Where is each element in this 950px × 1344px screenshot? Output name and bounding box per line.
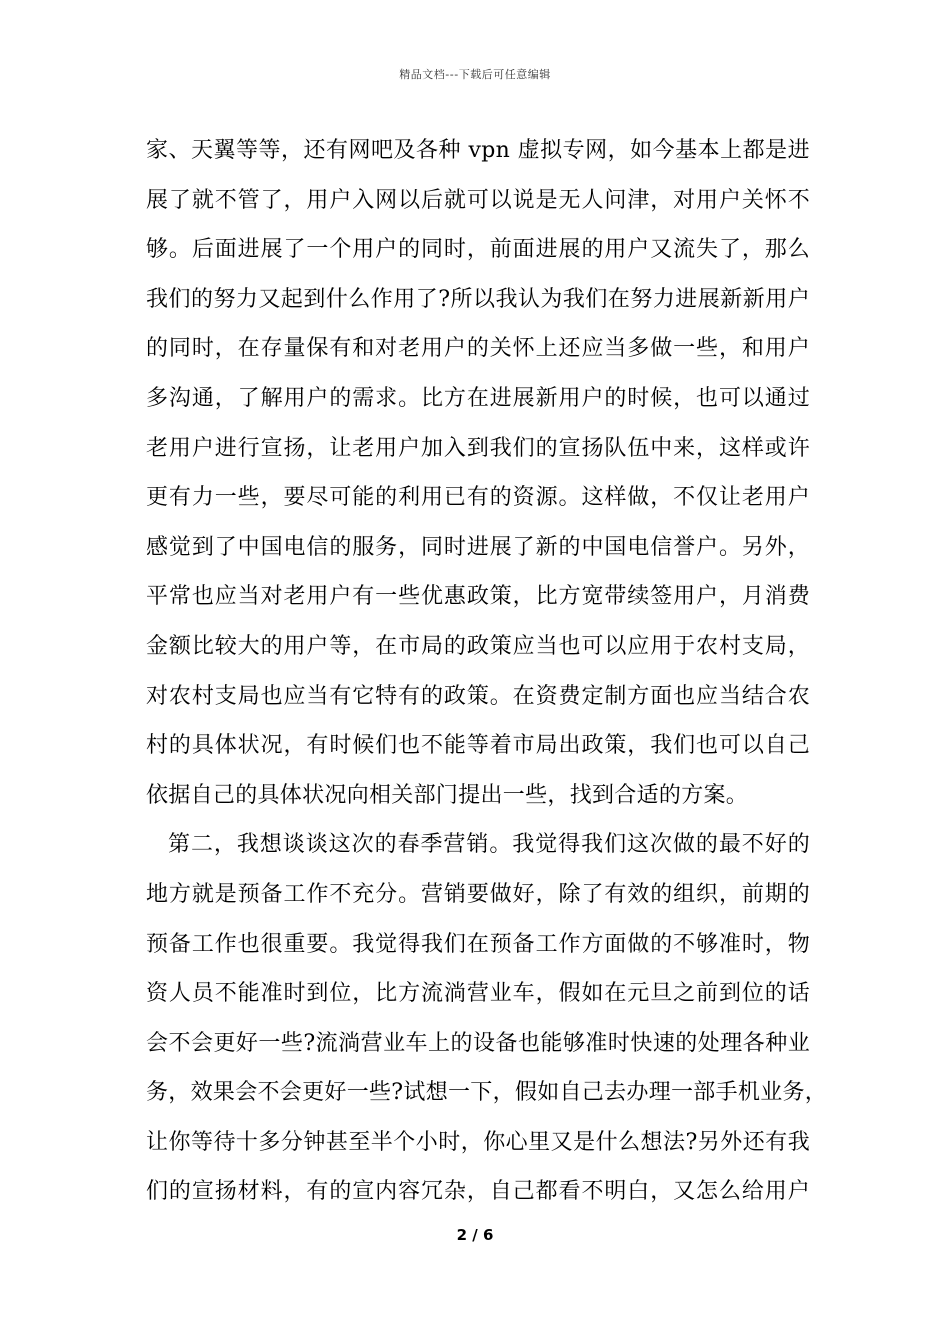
text-line: 平常也应当对老用户有一些优惠政策，比方宽带续签用户，月消费 (146, 584, 810, 610)
text-line: 资人员不能准时到位，比方流淌营业车，假如在元旦之前到位的话 (146, 981, 810, 1007)
text-line: 让你等待十多分钟甚至半个小时，你心里又是什么想法?另外还有我 (146, 1129, 810, 1155)
text-line: 多沟通，了解用户的需求。比方在进展新用户的时候，也可以通过 (146, 385, 810, 411)
document-header: 精品文档---下载后可任意编辑 (399, 68, 551, 81)
text-line: 家、天翼等等，还有网吧及各种 vpn 虚拟专网，如今基本上都是进 (146, 138, 810, 163)
text-line: 地方就是预备工作不充分。营销要做好，除了有效的组织，前期的 (146, 881, 810, 907)
text-line: 们的宣扬材料，有的宣内容冗杂，自己都看不明白，又怎么给用户 (146, 1179, 810, 1205)
text-line: 我们的努力又起到什么作用了?所以我认为我们在努力进展新新用户 (146, 286, 810, 312)
text-line: 预备工作也很重要。我觉得我们在预备工作方面做的不够准时，物 (146, 931, 810, 957)
text-line: 依据自己的具体状况向相关部门提出一些，找到合适的方案。 (146, 782, 749, 808)
text-line: 对农村支局也应当有它特有的政策。在资费定制方面也应当结合农 (146, 683, 810, 709)
text-line: 展了就不管了，用户入网以后就可以说是无人问津，对用户关怀不 (146, 187, 810, 213)
document-body (146, 126, 828, 1217)
page-number: 2 / 6 (456, 1226, 494, 1244)
text-line: 老用户进行宣扬，让老用户加入到我们的宣扬队伍中来，这样或许 (146, 435, 810, 461)
text-line: 务，效果会不会更好一些?试想一下，假如自己去办理一部手机业务， (146, 1080, 828, 1106)
text-line: 更有力一些，要尽可能的利用已有的资源。这样做，不仅让老用户 (146, 485, 810, 511)
paragraph-start-line: 第二，我想谈谈这次的春季营销。我觉得我们这次做的最不好的 (168, 832, 810, 858)
text-line: 村的具体状况，有时候们也不能等着市局出政策，我们也可以自己 (146, 733, 810, 759)
text-line: 会不会更好一些?流淌营业车上的设备也能够准时快速的处理各种业 (146, 1030, 810, 1056)
text-line: 感觉到了中国电信的服务，同时进展了新的中国电信誉户。另外， (146, 534, 810, 560)
text-line: 金额比较大的用户等，在市局的政策应当也可以应用于农村支局， (146, 633, 810, 659)
text-line: 够。后面进展了一个用户的同时，前面进展的用户又流失了，那么 (146, 237, 810, 263)
text-line: 的同时，在存量保有和对老用户的关怀上还应当多做一些，和用户 (146, 336, 810, 362)
